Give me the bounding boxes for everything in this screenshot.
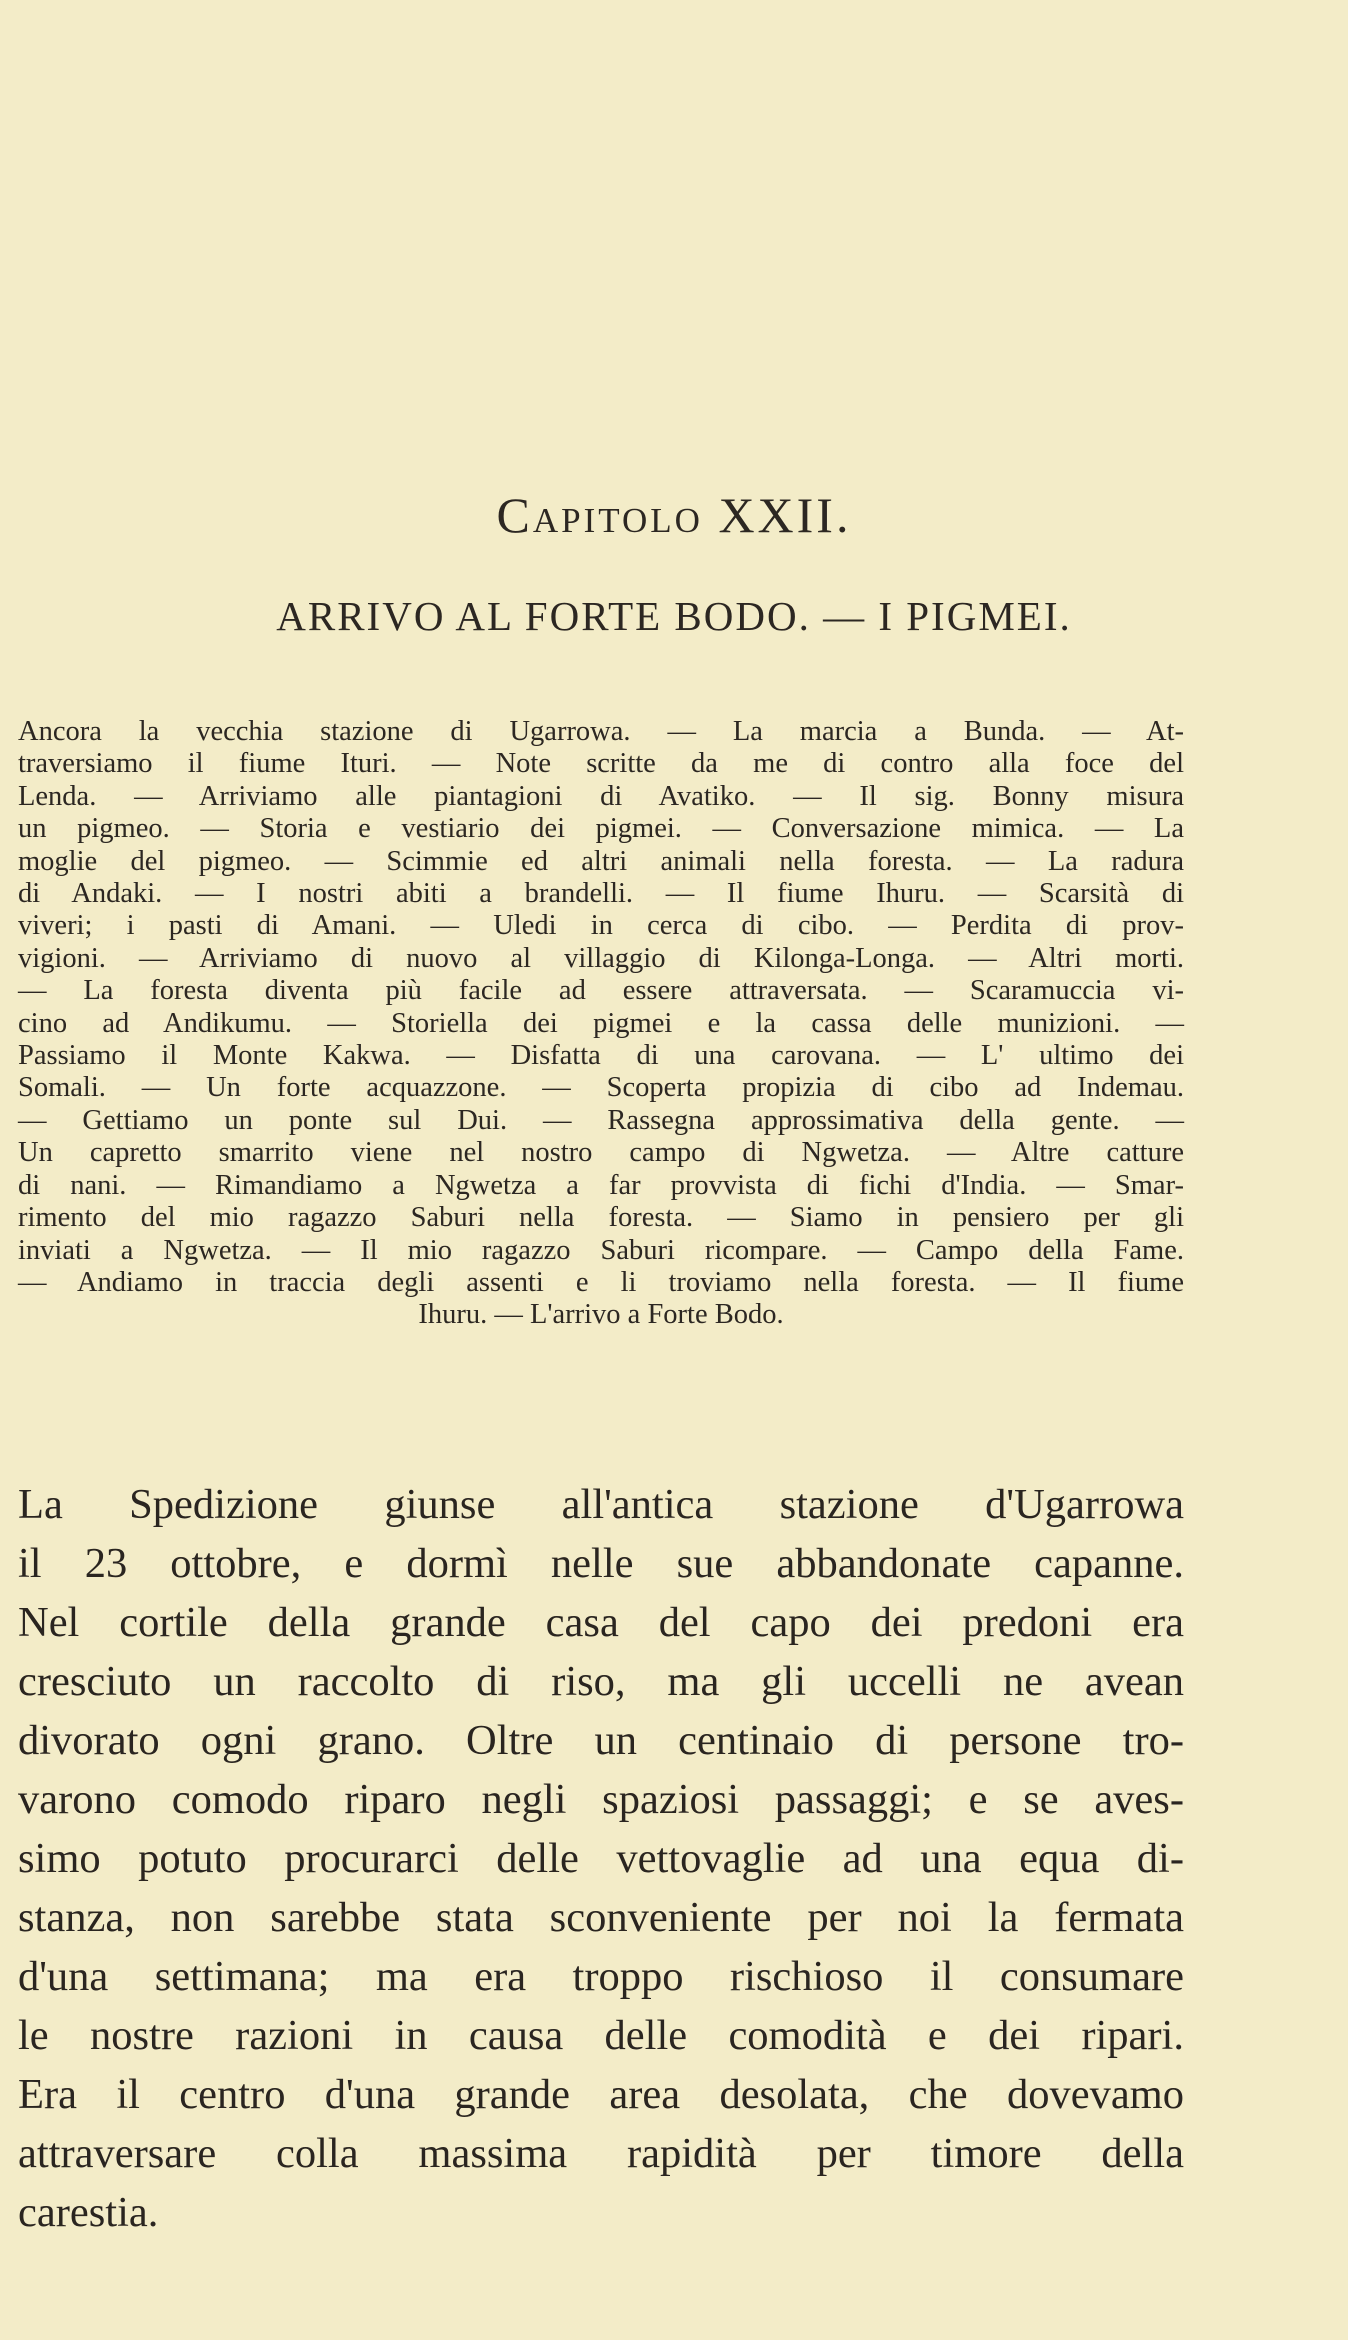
summary-line: viveri; i pasti di Amani. — Uledi in cerca di cibo. — Perdita di prov- bbox=[18, 910, 1184, 942]
body-line: d'una settimana; ma era troppo rischioso il consumare bbox=[18, 1953, 1184, 2000]
chapter-summary bbox=[18, 716, 1184, 1332]
summary-line: — Andiamo in traccia degli assenti e li troviamo nella foresta. — Il fiume bbox=[18, 1266, 1184, 1298]
summary-line: — Gettiamo un ponte sul Dui. — Rassegna approssimativa della gente. — bbox=[18, 1104, 1184, 1136]
body-line: Era il centro d'una grande area desolata, che dovevamo bbox=[18, 2071, 1184, 2118]
body-line: divorato ogni grano. Oltre un centinaio di persone tro- bbox=[18, 1717, 1184, 1764]
summary-line: Un capretto smarrito viene nel nostro campo di Ngwetza. — Altre catture bbox=[18, 1137, 1184, 1169]
summary-line: Ancora la vecchia stazione di Ugarrowa. — La marcia a Bunda. — At- bbox=[18, 716, 1184, 747]
body-line: stanza, non sarebbe stata sconveniente per noi la fermata bbox=[18, 1894, 1184, 1941]
body-paragraph bbox=[18, 1475, 1184, 2242]
summary-last-line: Ihuru. — L'arrivo a Forte Bodo. bbox=[418, 1299, 784, 1331]
body-last-line: carestia. bbox=[18, 2189, 159, 2236]
summary-line: rimento del mio ragazzo Saburi nella foresta. — Siamo in pensiero per gli bbox=[18, 1202, 1184, 1234]
summary-line: cino ad Andikumu. — Storiella dei pigmei e la cassa delle munizioni. — bbox=[18, 1007, 1184, 1039]
body-line: varono comodo riparo negli spaziosi passaggi; e se aves- bbox=[18, 1776, 1184, 1823]
summary-line: un pigmeo. — Storia e vestiario dei pigmei. — Conversazione mimica. — La bbox=[18, 813, 1184, 845]
body-line: La Spedizione giunse all'antica stazione d'Ugarrowa bbox=[18, 1481, 1184, 1528]
body-line: cresciuto un raccolto di riso, ma gli uccelli ne avean bbox=[18, 1658, 1184, 1705]
body-line: attraversare colla massima rapidità per timore della bbox=[18, 2130, 1184, 2177]
summary-line: moglie del pigmeo. — Scimmie ed altri animali nella foresta. — La radura bbox=[18, 845, 1184, 877]
body-line: il 23 ottobre, e dormì nelle sue abbandonate capanne. bbox=[18, 1540, 1184, 1587]
chapter-title: Capitolo XXII. bbox=[496, 487, 852, 543]
body-line: Nel cortile della grande casa del capo dei predoni era bbox=[18, 1599, 1184, 1646]
body-line: le nostre razioni in causa delle comodità e dei ripari. bbox=[18, 2012, 1184, 2059]
summary-line: di Andaki. — I nostri abiti a brandelli. — Il fiume Ihuru. — Scarsità di bbox=[18, 878, 1184, 910]
summary-line: Passiamo il Monte Kakwa. — Disfatta di una carovana. — L' ultimo dei bbox=[18, 1040, 1184, 1072]
body-line: simo potuto procurarci delle vettovaglie ad una equa di- bbox=[18, 1835, 1184, 1882]
summary-line: inviati a Ngwetza. — Il mio ragazzo Saburi ricompare. — Campo della Fame. bbox=[18, 1234, 1184, 1266]
summary-line: Somali. — Un forte acquazzone. — Scoperta propizia di cibo ad Indemau. bbox=[18, 1072, 1184, 1104]
summary-line: traversiamo il fiume Ituri. — Note scritte da me di contro alla foce del bbox=[18, 748, 1184, 780]
summary-line: Lenda. — Arriviamo alle piantagioni di Avatiko. — Il sig. Bonny misura bbox=[18, 780, 1184, 812]
summary-line: di nani. — Rimandiamo a Ngwetza a far provvista di fichi d'India. — Smar- bbox=[18, 1169, 1184, 1201]
chapter-subtitle: ARRIVO AL FORTE BODO. — I PIGMEI. bbox=[276, 593, 1072, 639]
summary-line: vigioni. — Arriviamo di nuovo al villaggio di Kilonga-Longa. — Altri morti. bbox=[18, 942, 1184, 974]
summary-line: — La foresta diventa più facile ad essere attraversata. — Scaramuccia vi- bbox=[18, 975, 1184, 1007]
